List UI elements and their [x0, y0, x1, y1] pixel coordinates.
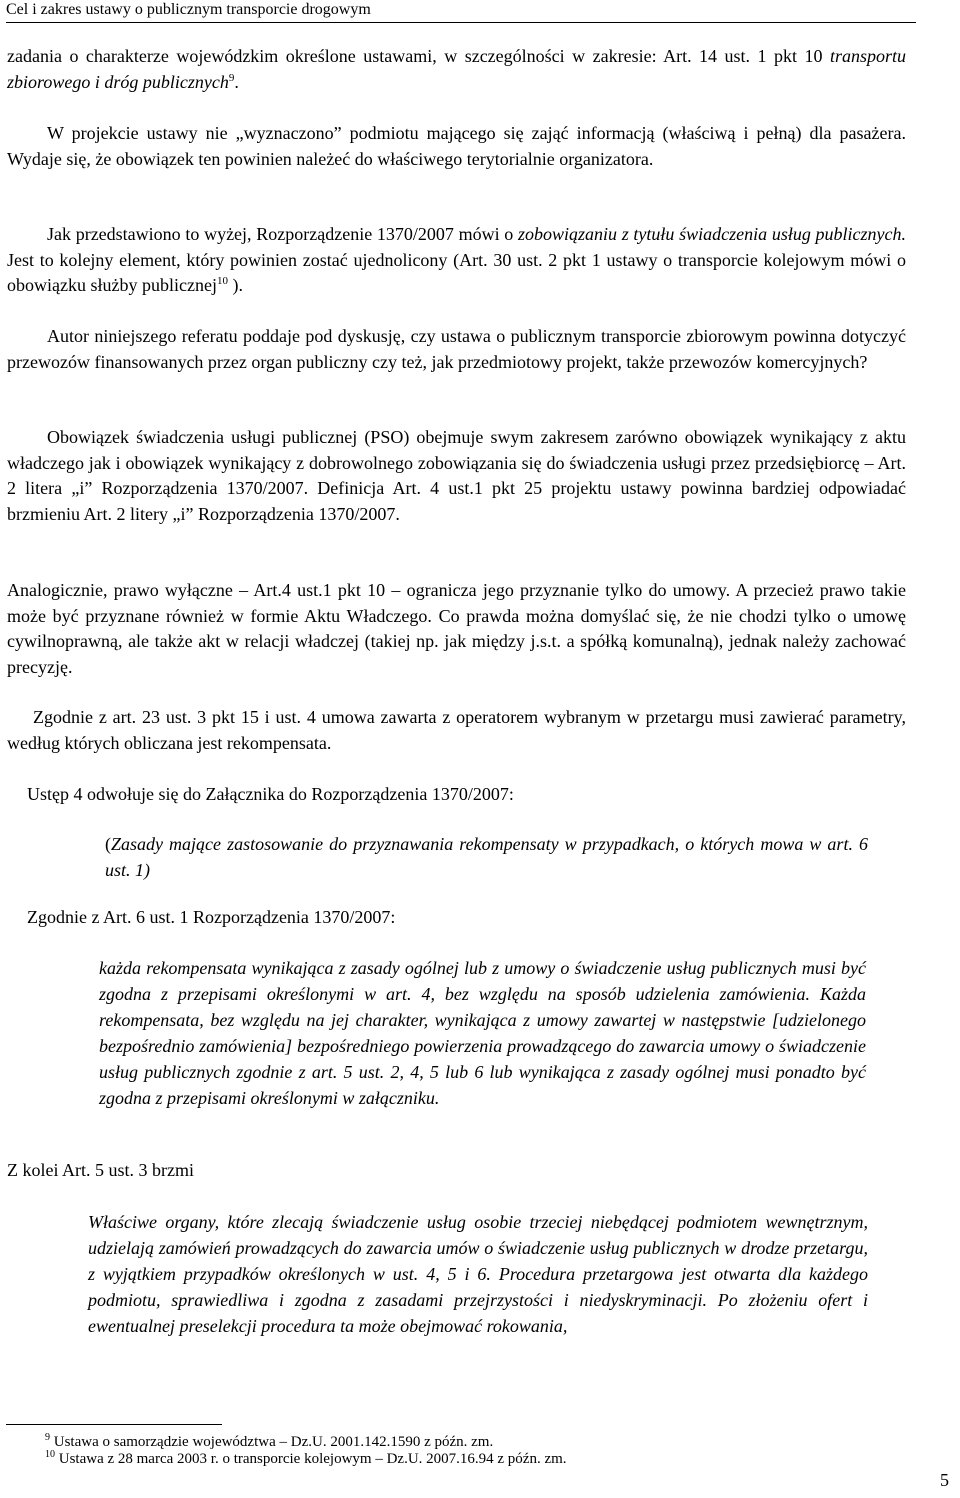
quote-art6: każda rekompensata wynikająca z zasady ogólnej lub z umowy o świadczenie usług publicznych musi być zgodna z przepisami określonymi w art. 4, bez względu na sposób udzielenia zamówienia. Każda rekompensata, bez względu na jej charakter, wynikająca z umowy zawartej w następstwie [udzielonego bezpośrednio zamówienia] bezpośredniego powierzenia prowadzącego do zawarcia umowy o świadczenie usług publicznych zgodnie z art. 5 ust. 2, 4, 5 lub 6 lub wynikająca z zasady ogólnej musi ponadto być zgodna z przepisami określonymi w załączniku.: [99, 958, 866, 1108]
footnote-ref-9[interactable]: 9: [228, 71, 235, 84]
footnote-separator: [6, 1424, 222, 1425]
paragraph-zgodnie-art23: Zgodnie z art. 23 ust. 3 pkt 15 i ust. 4 umowa zawarta z operatorem wybranym w przetargu musi zawierać parametry, według których obliczana jest rekompensata.: [7, 707, 906, 753]
italic-run: Zasady mające zastosowanie do przyznawania rekompensaty w przypadkach, o których mowa w art. 6 ust. 1): [105, 834, 868, 880]
page-number: 5: [940, 1470, 949, 1490]
paragraph-zgodnie-art6: Zgodnie z Art. 6 ust. 1 Rozporządzenia 1370/2007:: [27, 907, 396, 927]
paragraph-ustep4: Ustęp 4 odwołuje się do Załącznika do Rozporządzenia 1370/2007:: [27, 784, 514, 804]
italic-run: transportu zbiorowego i dróg publicznych: [7, 46, 906, 92]
footnote-text: Ustawa o samorządzie województwa – Dz.U. 2001.142.1590 z późn. zm.: [50, 1434, 494, 1450]
paragraph-z-kolei: Z kolei Art. 5 ust. 3 brzmi: [7, 1160, 194, 1180]
text-run: Jak przedstawiono to wyżej, Rozporządzenie 1370/2007 mówi o: [47, 224, 518, 244]
paragraph-pso: Obowiązek świadczenia usługi publicznej (PSO) obejmuje swym zakresem zarówno obowiązek wynikający z aktu władczego jak i obowiązek wynikający z dobrowolnego zobowiązania się do świadczenia usługi przez przedsiębiorcę – Art. 2 litera „i” Rozporządzenia 1370/2007. Definicja Art. 4 ust.1 pkt 25 projektu ustawy powinna bardziej odpowiadać brzmieniu Art. 2 litery „i” Rozporządzenia 1370/2007.: [7, 427, 906, 524]
quote-art5: Właściwe organy, które zlecają świadczenie usług osobie trzeciej niebędącej podmiotem wewnętrznym, udzielają zamówień prowadzących do zawarcia umów o świadczenie usług publicznych w drodze przetargu, z wyjątkiem przypadków określonych w ust. 4, 5 i 6. Procedura przetargowa jest otwarta dla każdego podmiotu, sprawiedliwa i zgodna z zasadami przejrzystości i niedyskryminacji. Po złożeniu ofert i ewentualnej preselekcji procedura ta może obejmować rokowania,: [88, 1212, 868, 1336]
text-run: ).: [227, 275, 243, 295]
text-run: Jest to kolejny element, który powinien zostać ujednolicony (Art. 30 ust. 2 pkt 1 ustawy o transporcie kolejowym mówi o obowiązku służby publicznej: [7, 249, 906, 295]
paragraph-autor: Autor niniejszego referatu poddaje pod dyskusję, czy ustawa o publicznym transporcie zbiorowym powinna dotyczyć przewozów finansowanych przez organ publiczny czy też, jak przedmiotowy projekt, także przewozów komercyjnych?: [7, 326, 906, 372]
footnote-ref-10[interactable]: 10: [216, 275, 228, 287]
text-run: (: [105, 834, 111, 854]
footnote-10: [45, 1449, 567, 1469]
paragraph-rozporzadzenie: [7, 222, 906, 299]
text-run: zadania o charakterze wojewódzkim określone ustawami, w szczególności w zakresie: Art. 14 ust. 1 pkt 10: [7, 46, 830, 66]
paragraph-zadania: [7, 44, 906, 95]
paragraph-informacja: W projekcie ustawy nie „wyznaczono” podmiotu mającego się zająć informacją (właściwą i pełną) dla pasażera. Wydaje się, że obowiązek ten powinien należeć do właściwego terytorialnie organizatora.: [7, 123, 906, 169]
italic-run: zobowiązaniu z tytułu świadczenia usług publicznych.: [518, 224, 906, 244]
paragraph-analogicznie: Analogicznie, prawo wyłączne – Art.4 ust.1 pkt 10 – ogranicza jego przyznanie tylko do umowy. A przecież prawo takie może być przyznane również w formie Aktu Władczego. Co prawda można domyślać się, że nie chodzi tylko o umowę cywilnoprawną, ale także akt w relacji władczej (takiej np. jak między j.s.t. a spółką komunalną), jednak należy zachować precyzję.: [7, 580, 906, 677]
footnote-number: 10: [45, 1449, 55, 1460]
footnote-number: 9: [45, 1432, 50, 1443]
text-run: .: [234, 71, 239, 92]
footnote-text: Ustawa z 28 marca 2003 r. o transporcie kolejowym – Dz.U. 2007.16.94 z późn. zm.: [55, 1451, 567, 1467]
quote-zasady: [105, 831, 868, 883]
running-header: Cel i zakres ustawy o publicznym transporcie drogowym: [6, 0, 916, 23]
